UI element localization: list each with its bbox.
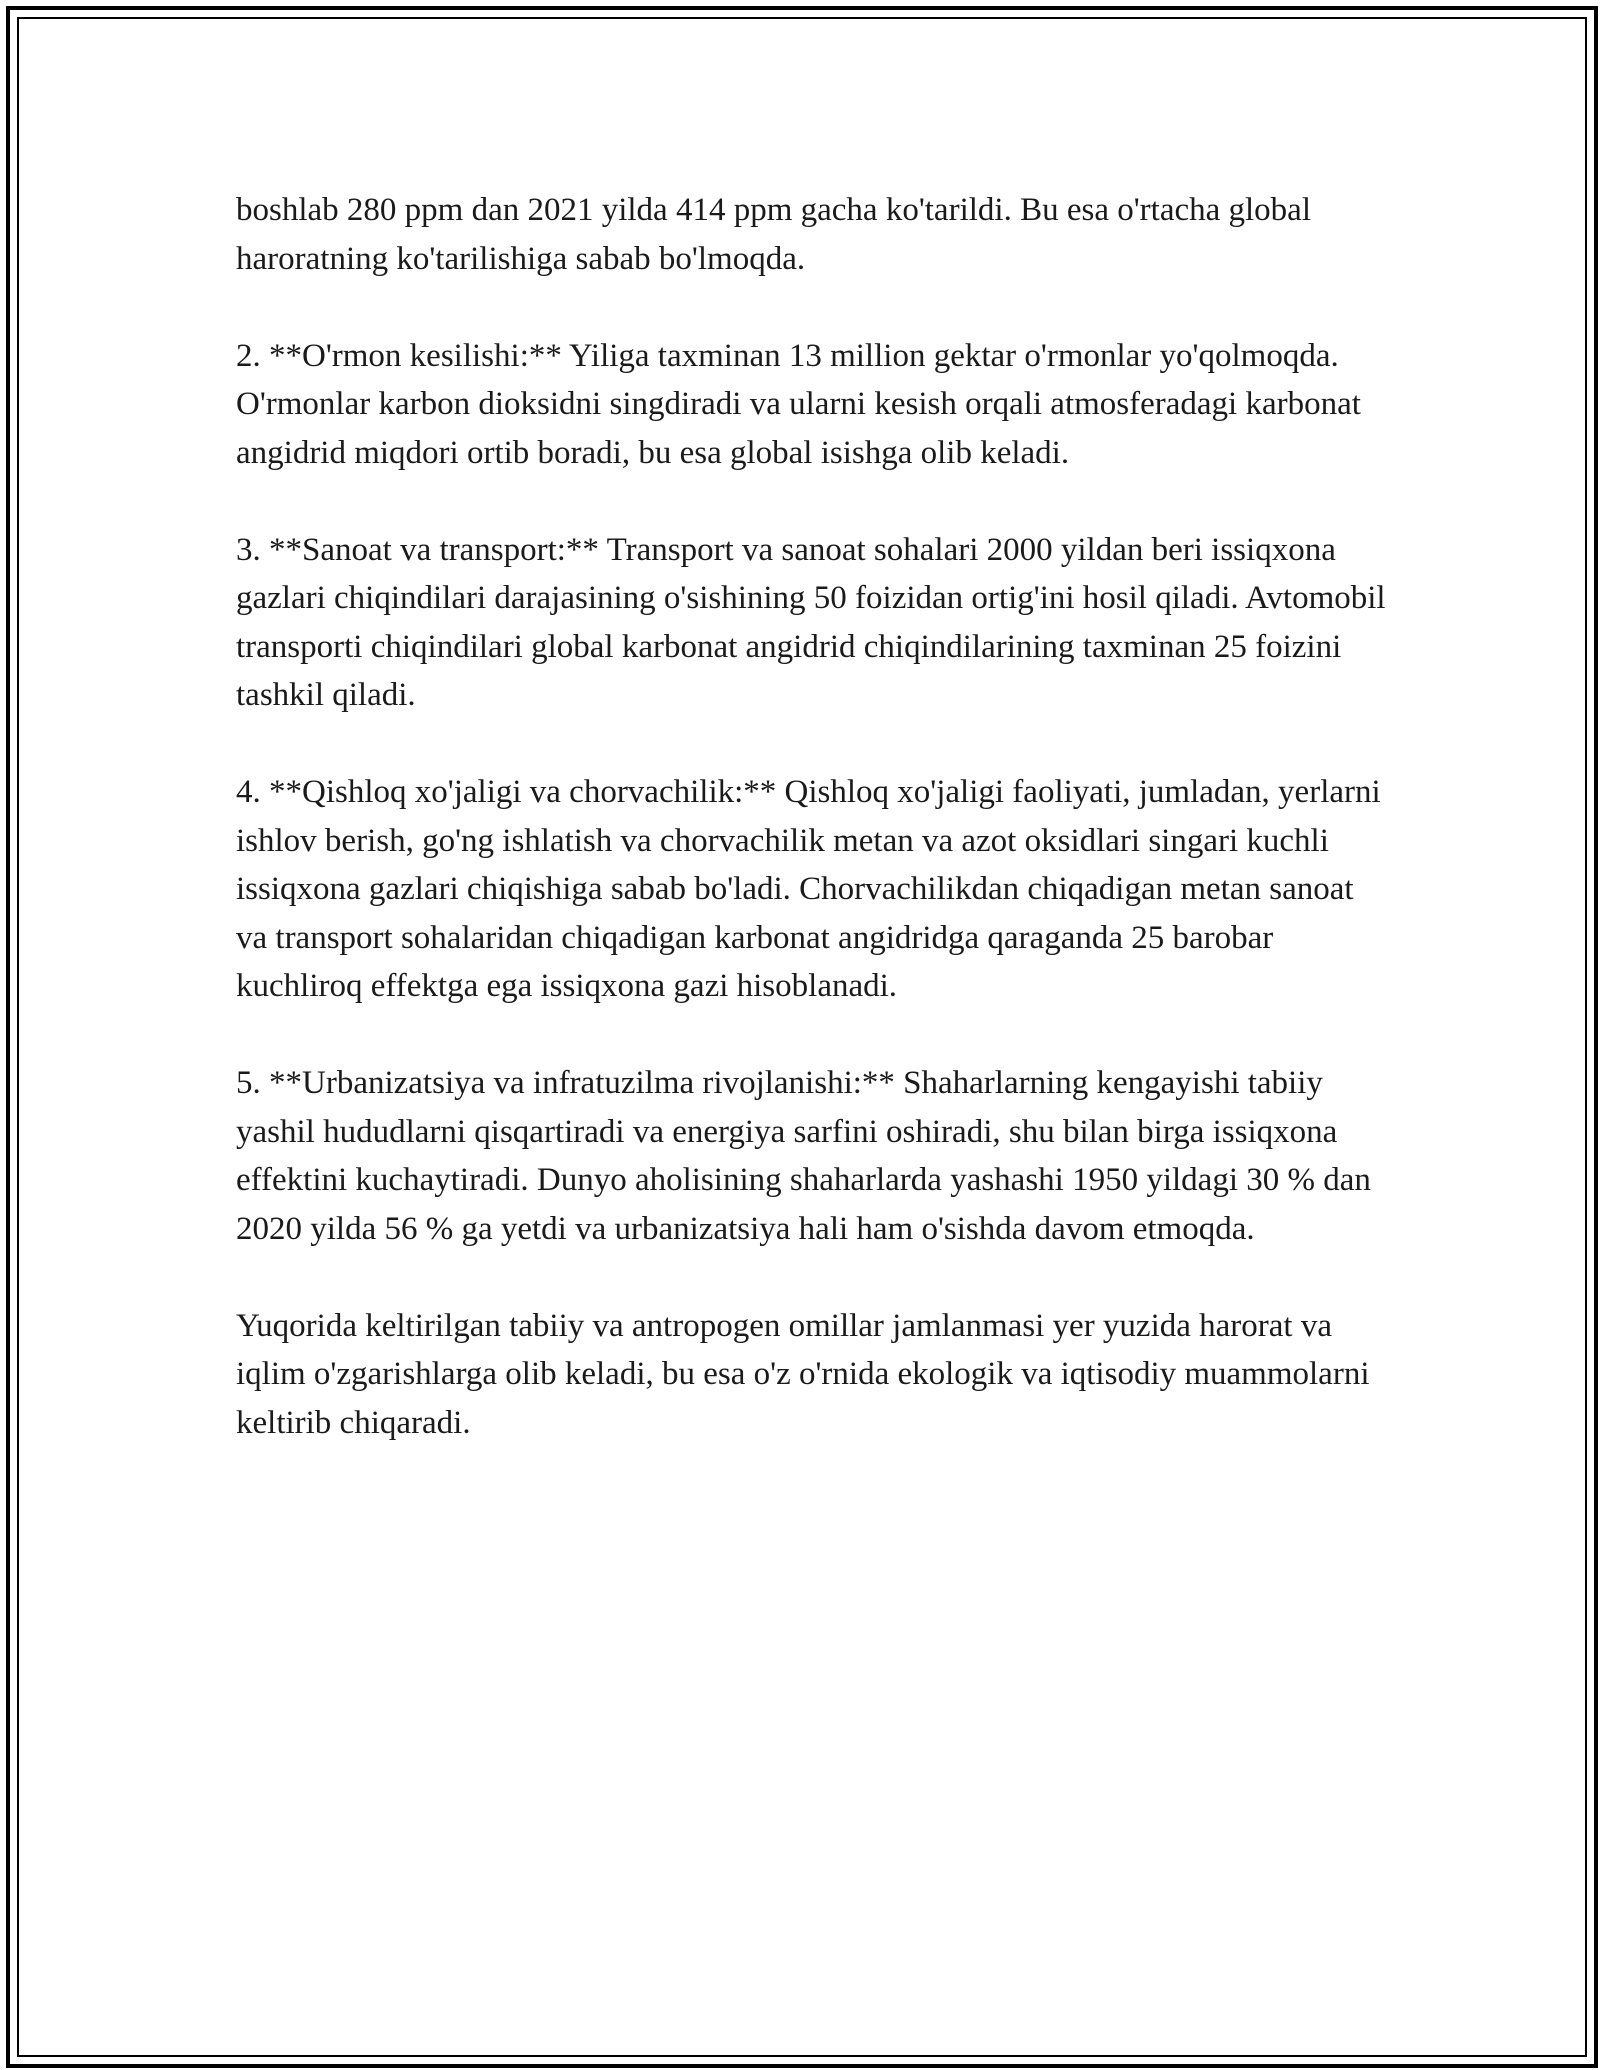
paragraph-conclusion: Yuqorida keltirilgan tabiiy va antropogen omillar jamlanmasi yer yuzida harorat va iqlim o'zgarishlarga olib keladi, bu esa o'z o'rnida ekologik va iqtisodiy muammolarni keltirib chiqaradi. <box>236 1307 1370 1441</box>
paragraph-urbanization: 5. **Urbanizatsiya va infratuzilma rivojlanishi:** Shaharlarning kengayishi tabiiy yashil hududlarni qisqartiradi va energiya sarfini oshiradi, shu bilan birga issiqxona effektini kuchaytiradi. Dunyo aholisining shaharlarda yashashi 1950 yildagi 30 % dan 2020 yilda 56 % ga yetdi va urbanizatsiya hali ham o'sishda davom etmoqda. <box>236 1065 1371 1247</box>
paragraph-agriculture-livestock: 4. **Qishloq xo'jaligi va chorvachilik:** Qishloq xo'jaligi faoliyati, jumladan, yerlarni ishlov berish, go'ng ishlatish va chorvachilik metan va azot oksidlari singari kuchli issiqxona gazlari chiqishiga sabab bo'ladi. Chorvachilikdan chiqadigan metan sanoat va transport sohalaridan chiqadigan karbonat angidridga qaraganda 25 barobar kuchliroq effektga ega issiqxona gazi hisoblanadi. <box>236 774 1381 1004</box>
paragraph-industry-transport: 3. **Sanoat va transport:** Transport va sanoat sohalari 2000 yildan beri issiqxona gazlari chiqindilari darajasining o'sishining 50 foizidan ortig'ini hosil qiladi. Avtomobil transporti chiqindilari global karbonat angidrid chiqindilarining taxminan 25 foizini tashkil qiladi. <box>236 531 1386 713</box>
document-body <box>236 186 1386 1447</box>
paragraph-deforestation: 2. **O'rmon kesilishi:** Yiliga taxminan 13 million gektar o'rmonlar yo'qolmoqda. O'rmonlar karbon dioksidni singdiradi va ularni kesish orqali atmosferadagi karbonat angidrid miqdori ortib boradi, bu esa global isishga olib keladi. <box>236 337 1361 471</box>
paragraph-co2-rise: boshlab 280 ppm dan 2021 yilda 414 ppm gacha ko'tarildi. Bu esa o'rtacha global haroratning ko'tarilishiga sabab bo'lmoqda. <box>236 192 1311 277</box>
